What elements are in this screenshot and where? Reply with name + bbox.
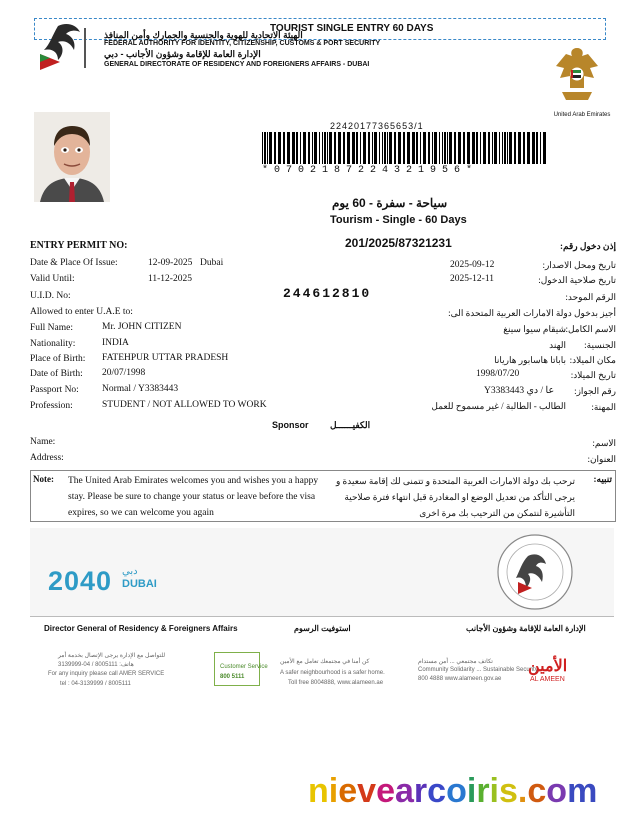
barcode-bar xyxy=(352,132,355,164)
uid-label-ar: الرقم الموحد: xyxy=(565,292,616,302)
issue-label: Date & Place Of Issue: xyxy=(30,258,118,268)
barcode-bar xyxy=(504,132,506,164)
watermark-letter: c xyxy=(527,772,547,810)
barcode-bar xyxy=(432,132,433,164)
barcode-bar xyxy=(296,132,298,164)
barcode-bar xyxy=(499,132,500,164)
signature-divider xyxy=(30,616,614,617)
valid-until-value: 11-12-2025 xyxy=(148,274,192,284)
community-contact: 800 4888 www.alameen.gov.ae xyxy=(418,676,502,682)
allowed-enter-label: Allowed to enter U.A.E to: xyxy=(30,307,133,317)
uid-label: U.I.D. No: xyxy=(30,291,71,301)
watermark-letter: s xyxy=(499,772,518,810)
barcode-bar xyxy=(403,132,405,164)
barcode-bar xyxy=(394,132,396,164)
barcode-bar xyxy=(509,132,512,164)
barcode-bar xyxy=(476,132,478,164)
barcode-bar xyxy=(458,132,461,164)
profession-label-ar: المهنة: xyxy=(591,402,616,412)
barcode-bar xyxy=(274,132,276,164)
sponsor-heading-ar: الكفيــــــل xyxy=(330,420,371,430)
barcode-bar xyxy=(368,132,370,164)
profession-value: STUDENT / NOT ALLOWED TO WORK xyxy=(102,400,267,410)
place-of-birth-ar-value: باباتا هاسابور هاريانا xyxy=(494,355,566,365)
nationality-label: Nationality: xyxy=(30,339,76,349)
barcode-bar xyxy=(262,132,263,164)
dob-ar-value: 1998/07/20 xyxy=(476,369,520,379)
barcode-bar xyxy=(434,132,437,164)
barcode-bar xyxy=(389,132,392,164)
barcode-bar xyxy=(416,132,418,164)
dob-value: 20/07/1998 xyxy=(102,368,146,378)
nationality-label-ar: الجنسية: xyxy=(584,340,616,350)
sponsor-name-label: Name: xyxy=(30,437,56,447)
barcode-bar xyxy=(379,132,380,164)
watermark-letter: v xyxy=(357,772,377,810)
watermark-letter: n xyxy=(308,772,329,810)
gdrfa-round-seal-icon xyxy=(492,532,578,612)
barcode-bar xyxy=(463,132,465,164)
holder-photo xyxy=(34,112,110,202)
barcode-bar xyxy=(300,132,301,164)
barcode-bar xyxy=(338,132,341,164)
director-general-title: Director General of Residency & Foreigners Affairs xyxy=(44,624,238,633)
website-watermark xyxy=(308,772,597,811)
issue-date: 12-09-2025 xyxy=(148,258,193,268)
note-label: Note: xyxy=(33,474,54,484)
barcode-bar xyxy=(314,132,317,164)
barcode-bar xyxy=(412,132,415,164)
place-of-birth-label-ar: مكان الميلاد: xyxy=(569,355,616,365)
profession-ar-value: الطالب - الطالبة / غير مسموح للعمل xyxy=(431,401,566,411)
amer-phone-en: tel : 04-3139999 / 8005111 xyxy=(60,681,131,687)
sponsor-address-label-ar: العنوان: xyxy=(587,454,616,464)
full-name-label: Full Name: xyxy=(30,323,74,333)
directorate-footer-ar: الإدارة العامة للإقامة وشؤون الأجانب xyxy=(466,624,586,633)
place-of-birth-value: FATEHPUR UTTAR PRADESH xyxy=(102,353,229,363)
barcode-bar xyxy=(308,132,310,164)
full-name-ar-value: شيقام سيوا سينغ xyxy=(503,324,566,334)
community-slogan-ar: تكاتف مجتمعي ... أمن مستدام xyxy=(418,659,493,665)
barcode-bar xyxy=(292,132,295,164)
barcode-bar xyxy=(387,132,388,164)
barcode-bar xyxy=(540,132,541,164)
issue-label-ar: تاريخ ومحل الاصدار: xyxy=(542,260,616,270)
authority-name-en: FEDERAL AUTHORITY FOR IDENTITY, CITIZENSHIP, CUSTOMS & PORT SECURITY xyxy=(104,40,381,47)
note-label-ar: تنبيه: xyxy=(593,474,612,484)
barcode-bar xyxy=(382,132,383,164)
barcode-bar xyxy=(360,132,361,164)
nationality-value: INDIA xyxy=(102,338,129,348)
uid-number: 244612810 xyxy=(283,286,372,301)
barcode-bar xyxy=(363,132,366,164)
barcode-bar xyxy=(527,132,530,164)
directorate-name-ar: الإدارة العامة للإقامة وشؤون الأجانب - دبي xyxy=(104,49,261,59)
sponsor-name-label-ar: الاسم: xyxy=(592,438,616,448)
alameen-logo-en: AL AMEEN xyxy=(530,676,565,683)
barcode-bar xyxy=(384,132,386,164)
dob-label-ar: تاريخ الميلاد: xyxy=(570,370,616,380)
uae-falcon-emblem-icon xyxy=(554,44,600,106)
passport-value: Normal / Y3383443 xyxy=(102,384,179,394)
barcode-bar xyxy=(283,132,285,164)
issue-place: Dubai xyxy=(200,258,224,268)
watermark-letter: c xyxy=(427,772,447,810)
barcode-bar xyxy=(483,132,486,164)
authority-name-ar: الهيئة الاتحادية للهوية والجنسية والجمارك وأمن المنافذ xyxy=(104,30,303,40)
note-text-en: The United Arab Emirates welcomes you and wishes you a happy stay. Please be sure to change your status or leave before the visa expires, so we can welcome you again xyxy=(68,476,319,518)
gdrfa-falcon-logo-icon xyxy=(36,20,98,72)
alameen-logo-ar: الأمين xyxy=(528,658,568,675)
visa-title: TOURIST SINGLE ENTRY 60 DAYS xyxy=(270,23,434,34)
barcode-bar xyxy=(264,132,266,164)
nationality-ar-value: الهند xyxy=(549,340,566,350)
barcode-bar xyxy=(324,132,326,164)
valid-until-ar: 2025-12-11 xyxy=(450,274,494,284)
barcode-bar xyxy=(347,132,350,164)
alameen-slogan-en: A safer neighbourhood is a safer home. xyxy=(280,670,385,676)
barcode-bar xyxy=(444,132,446,164)
watermark-letter: o xyxy=(446,772,467,810)
amer-contact-ar: للتواصل مع الإدارة يرجى الإتصال بخدمة أمر xyxy=(58,653,166,659)
valid-until-label: Valid Until: xyxy=(30,274,75,284)
barcode-bar xyxy=(428,132,430,164)
barcode-bar xyxy=(269,132,272,164)
barcode-bar xyxy=(472,132,475,164)
watermark-letter: e xyxy=(338,772,358,810)
barcode-bar xyxy=(420,132,421,164)
barcode-bar xyxy=(532,132,535,164)
dubai-logo-en: DUBAI xyxy=(122,578,157,590)
barcode-bar xyxy=(467,132,470,164)
watermark-letter: i xyxy=(489,772,499,810)
barcode-bar xyxy=(488,132,490,164)
barcode xyxy=(262,132,548,164)
full-name-value: Mr. JOHN CITIZEN xyxy=(102,322,182,332)
visa-type-en: Tourism - Single - 60 Days xyxy=(330,214,467,226)
barcode-bar xyxy=(514,132,516,164)
barcode-bar xyxy=(423,132,426,164)
barcode-bar xyxy=(398,132,401,164)
barcode-bar xyxy=(356,132,358,164)
barcode-number: 22420177365653/1 xyxy=(330,121,424,131)
barcode-bar xyxy=(492,132,493,164)
directorate-name-en: GENERAL DIRECTORATE OF RESIDENCY AND FOREIGNERS AFFAIRS - DUBAI xyxy=(104,61,370,68)
barcode-bar xyxy=(439,132,440,164)
barcode-bar xyxy=(449,132,452,164)
alameen-slogan-ar: كن أمنا في مجتمعك تعامل مع الأمين xyxy=(280,659,370,665)
fees-paid-ar: استوفيت الرسوم xyxy=(294,624,351,633)
watermark-letter: i xyxy=(466,772,477,810)
barcode-bar xyxy=(322,132,323,164)
barcode-bar xyxy=(303,132,306,164)
place-of-birth-label: Place of Birth: xyxy=(30,354,86,364)
watermark-letter: a xyxy=(395,772,414,810)
valid-until-label-ar: تاريخ صلاحية الدخول: xyxy=(538,275,616,285)
entry-permit-number: 201/2025/87321231 xyxy=(345,236,452,250)
passport-label: Passport No: xyxy=(30,385,79,395)
entry-permit-label: ENTRY PERMIT NO: xyxy=(30,240,128,251)
customer-service-label: Customer Service xyxy=(220,664,268,670)
visa-type-ar: سياحة - سفرة - 60 يوم xyxy=(332,196,448,210)
amer-contact-en: For any inquiry please call AMER SERVICE xyxy=(48,671,165,677)
dubai-2040-logo: 2040 xyxy=(48,566,113,596)
barcode-bar xyxy=(329,132,332,164)
emblem-caption: United Arab Emirates xyxy=(553,112,611,118)
barcode-bar xyxy=(312,132,313,164)
profession-label: Profession: xyxy=(30,401,73,411)
barcode-bar xyxy=(319,132,320,164)
allowed-enter-label-ar: أجيز بدخول دولة الامارات العربية المتحدة الى: xyxy=(448,308,616,318)
barcode-bar xyxy=(507,132,508,164)
issue-date-ar: 2025-09-12 xyxy=(450,260,495,270)
full-name-label-ar: الاسم الكامل: xyxy=(565,324,616,334)
customer-service-number: 800 5111 xyxy=(220,674,245,680)
barcode-bar xyxy=(278,132,281,164)
watermark-letter: m xyxy=(567,772,598,810)
barcode-bar xyxy=(523,132,525,164)
barcode-bar xyxy=(543,132,546,164)
alameen-tollfree: Toll free 8004888, www.alameen.ae xyxy=(288,680,384,686)
amer-phone-ar: هاتف: 8005111 / 04-3139999 xyxy=(58,662,134,668)
watermark-letter: o xyxy=(546,772,568,810)
barcode-bar xyxy=(372,132,373,164)
barcode-bar xyxy=(327,132,328,164)
passport-ar-value: Y3383443 عا / دي xyxy=(484,386,555,396)
barcode-bar xyxy=(454,132,456,164)
watermark-letter: e xyxy=(376,772,395,810)
dubai-logo-ar: دبي xyxy=(122,566,138,577)
sponsor-address-label: Address: xyxy=(30,453,64,463)
entry-permit-label-ar: إذن دخول رقم: xyxy=(559,241,616,251)
barcode-bar xyxy=(407,132,410,164)
barcode-bar xyxy=(502,132,503,164)
barcode-bar xyxy=(374,132,377,164)
barcode-bar xyxy=(334,132,336,164)
barcode-bar xyxy=(267,132,268,164)
barcode-bar xyxy=(480,132,481,164)
watermark-letter: . xyxy=(517,772,528,810)
barcode-bar xyxy=(343,132,345,164)
community-slogan-en: Community Solidarity ... Sustainable Security xyxy=(418,667,538,673)
barcode-bar xyxy=(518,132,521,164)
barcode-bar xyxy=(494,132,497,164)
note-text-ar: ترحب بك دولة الامارات العربية المتحدة و تتمنى لك إقامة سعيدة و يرجى التأكد من تعديل الوضع او المغادرة قبل انتهاء فترة صلاحية التأشيرة لنتمكن من الترحيب بك مرة اخرى xyxy=(335,476,575,518)
watermark-letter: r xyxy=(413,772,428,810)
barcode-bar xyxy=(447,132,448,164)
dob-label: Date of Birth: xyxy=(30,369,83,379)
barcode-bar xyxy=(536,132,538,164)
barcode-digits: *0702187224321956* xyxy=(262,165,479,176)
passport-label-ar: رقم الجواز: xyxy=(574,386,616,396)
barcode-bar xyxy=(442,132,443,164)
watermark-letter: i xyxy=(328,772,339,810)
sponsor-heading: Sponsor xyxy=(272,420,309,430)
barcode-bar xyxy=(287,132,290,164)
watermark-letter: r xyxy=(476,772,490,810)
